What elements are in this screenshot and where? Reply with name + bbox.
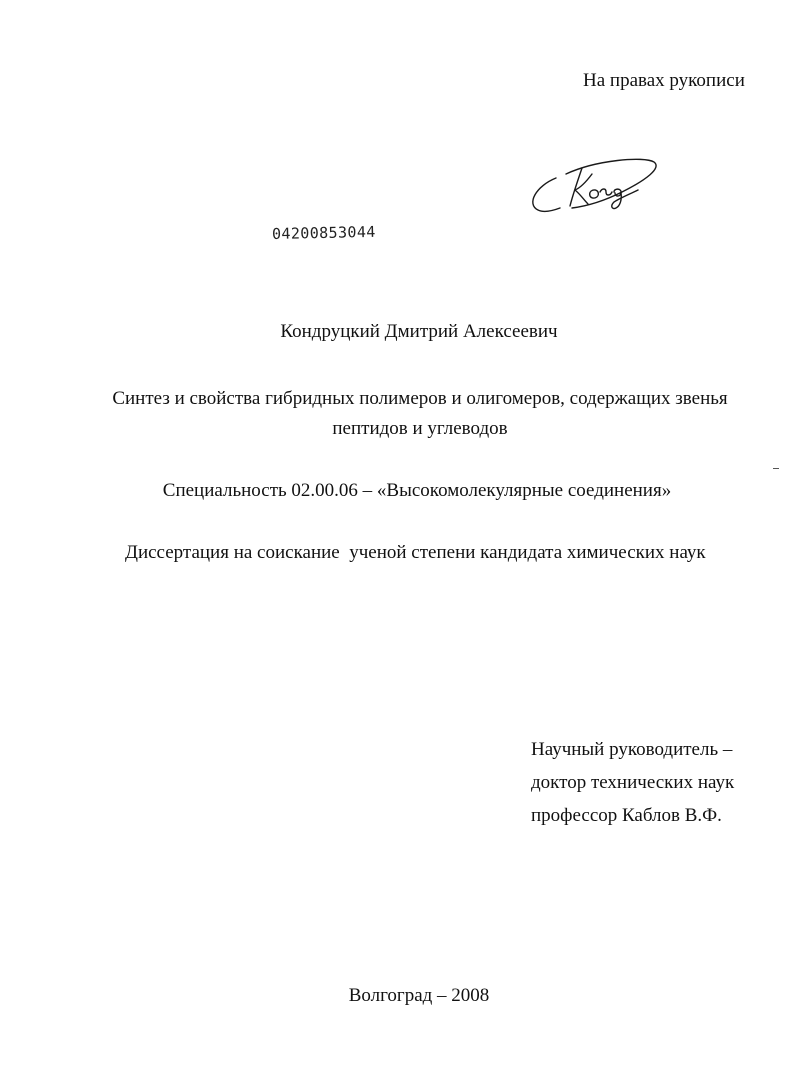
advisor-degree: доктор технических наук: [531, 772, 735, 793]
scan-speck: [773, 468, 779, 469]
advisor-name: профессор Каблов В.Ф.: [531, 805, 722, 826]
scientific-advisor: [531, 733, 734, 832]
dissertation-title: [0, 384, 798, 444]
archive-number: 04200853044: [271, 222, 376, 243]
author-name: Кондруцкий Дмитрий Алексеевич: [280, 321, 558, 342]
rights-notice: На правах рукописи: [583, 70, 745, 91]
signature-icon: [526, 152, 662, 218]
specialty: Специальность 02.00.06 – «Высокомолекулярные соединения»: [162, 480, 672, 501]
advisor-role: Научный руководитель –: [531, 739, 733, 760]
city-year: Волгоград – 2008: [348, 985, 490, 1006]
title-line-2: пептидов и углеводов: [332, 418, 508, 439]
degree-statement: Диссертация на соискание ученой степени кандидата химических наук: [125, 542, 706, 563]
title-line-1: Синтез и свойства гибридных полимеров и олигомеров, содержащих звенья: [112, 388, 728, 409]
